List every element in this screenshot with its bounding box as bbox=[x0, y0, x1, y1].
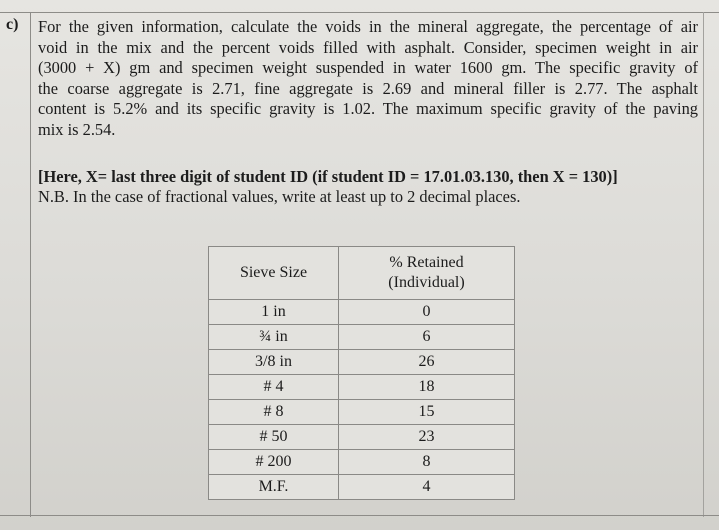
top-border bbox=[0, 12, 719, 13]
right-border bbox=[703, 12, 704, 517]
paragraph-line: the coarse aggregate is 2.71, fine aggregate is 2.69 and mineral filler is 2.77. The asphalt bbox=[38, 78, 698, 98]
header-retained-line1: % Retained bbox=[389, 254, 464, 271]
sieve-cell: # 8 bbox=[209, 400, 339, 425]
table-row bbox=[209, 350, 515, 375]
header-retained-line2: (Individual) bbox=[388, 274, 465, 291]
sieve-cell: 1 in bbox=[209, 300, 339, 325]
paragraph-line: (3000 + X) gm and specimen weight suspended in water 1600 gm. The specific gravity of bbox=[38, 58, 698, 77]
table-row bbox=[209, 475, 515, 500]
left-border bbox=[30, 12, 31, 517]
table-row bbox=[209, 375, 515, 400]
retained-cell: 26 bbox=[339, 350, 515, 375]
table-row bbox=[209, 300, 515, 325]
paragraph-line: For the given information, calculate the voids in the mineral aggregate, the percentage of air bbox=[38, 17, 698, 36]
student-id-note bbox=[38, 167, 678, 207]
table-header-row bbox=[209, 247, 515, 300]
paragraph-line: content is 5.2% and its specific gravity is 1.02. The maximum specific gravity of the paving bbox=[38, 99, 698, 118]
question-label: c) bbox=[6, 16, 19, 33]
retained-cell: 23 bbox=[339, 425, 515, 450]
sieve-table bbox=[208, 246, 515, 500]
table-row bbox=[209, 425, 515, 450]
note-plain: N.B. In the case of fractional values, write at least up to 2 decimal places. bbox=[38, 187, 521, 206]
header-sieve-size: Sieve Size bbox=[209, 247, 339, 300]
question-paragraph bbox=[38, 17, 698, 140]
retained-cell: 0 bbox=[339, 300, 515, 325]
table-row bbox=[209, 450, 515, 475]
sieve-cell: ¾ in bbox=[209, 325, 339, 350]
retained-cell: 18 bbox=[339, 375, 515, 400]
bottom-border bbox=[0, 515, 719, 516]
paragraph-line: void in the mix and the percent voids filled with asphalt. Consider, specimen weight in air bbox=[38, 37, 698, 57]
sieve-cell: # 50 bbox=[209, 425, 339, 450]
sieve-cell: 3/8 in bbox=[209, 350, 339, 375]
header-percent-retained bbox=[339, 247, 515, 300]
sieve-cell: # 4 bbox=[209, 375, 339, 400]
paragraph-line: mix is 2.54. bbox=[38, 119, 116, 139]
sieve-cell: # 200 bbox=[209, 450, 339, 475]
retained-cell: 15 bbox=[339, 400, 515, 425]
sieve-cell: M.F. bbox=[209, 475, 339, 500]
retained-cell: 6 bbox=[339, 325, 515, 350]
table-row bbox=[209, 400, 515, 425]
note-bold: [Here, X= last three digit of student ID (if student ID = 17.01.03.130, then X = 130)] bbox=[38, 167, 618, 186]
retained-cell: 8 bbox=[339, 450, 515, 475]
table-row bbox=[209, 325, 515, 350]
retained-cell: 4 bbox=[339, 475, 515, 500]
